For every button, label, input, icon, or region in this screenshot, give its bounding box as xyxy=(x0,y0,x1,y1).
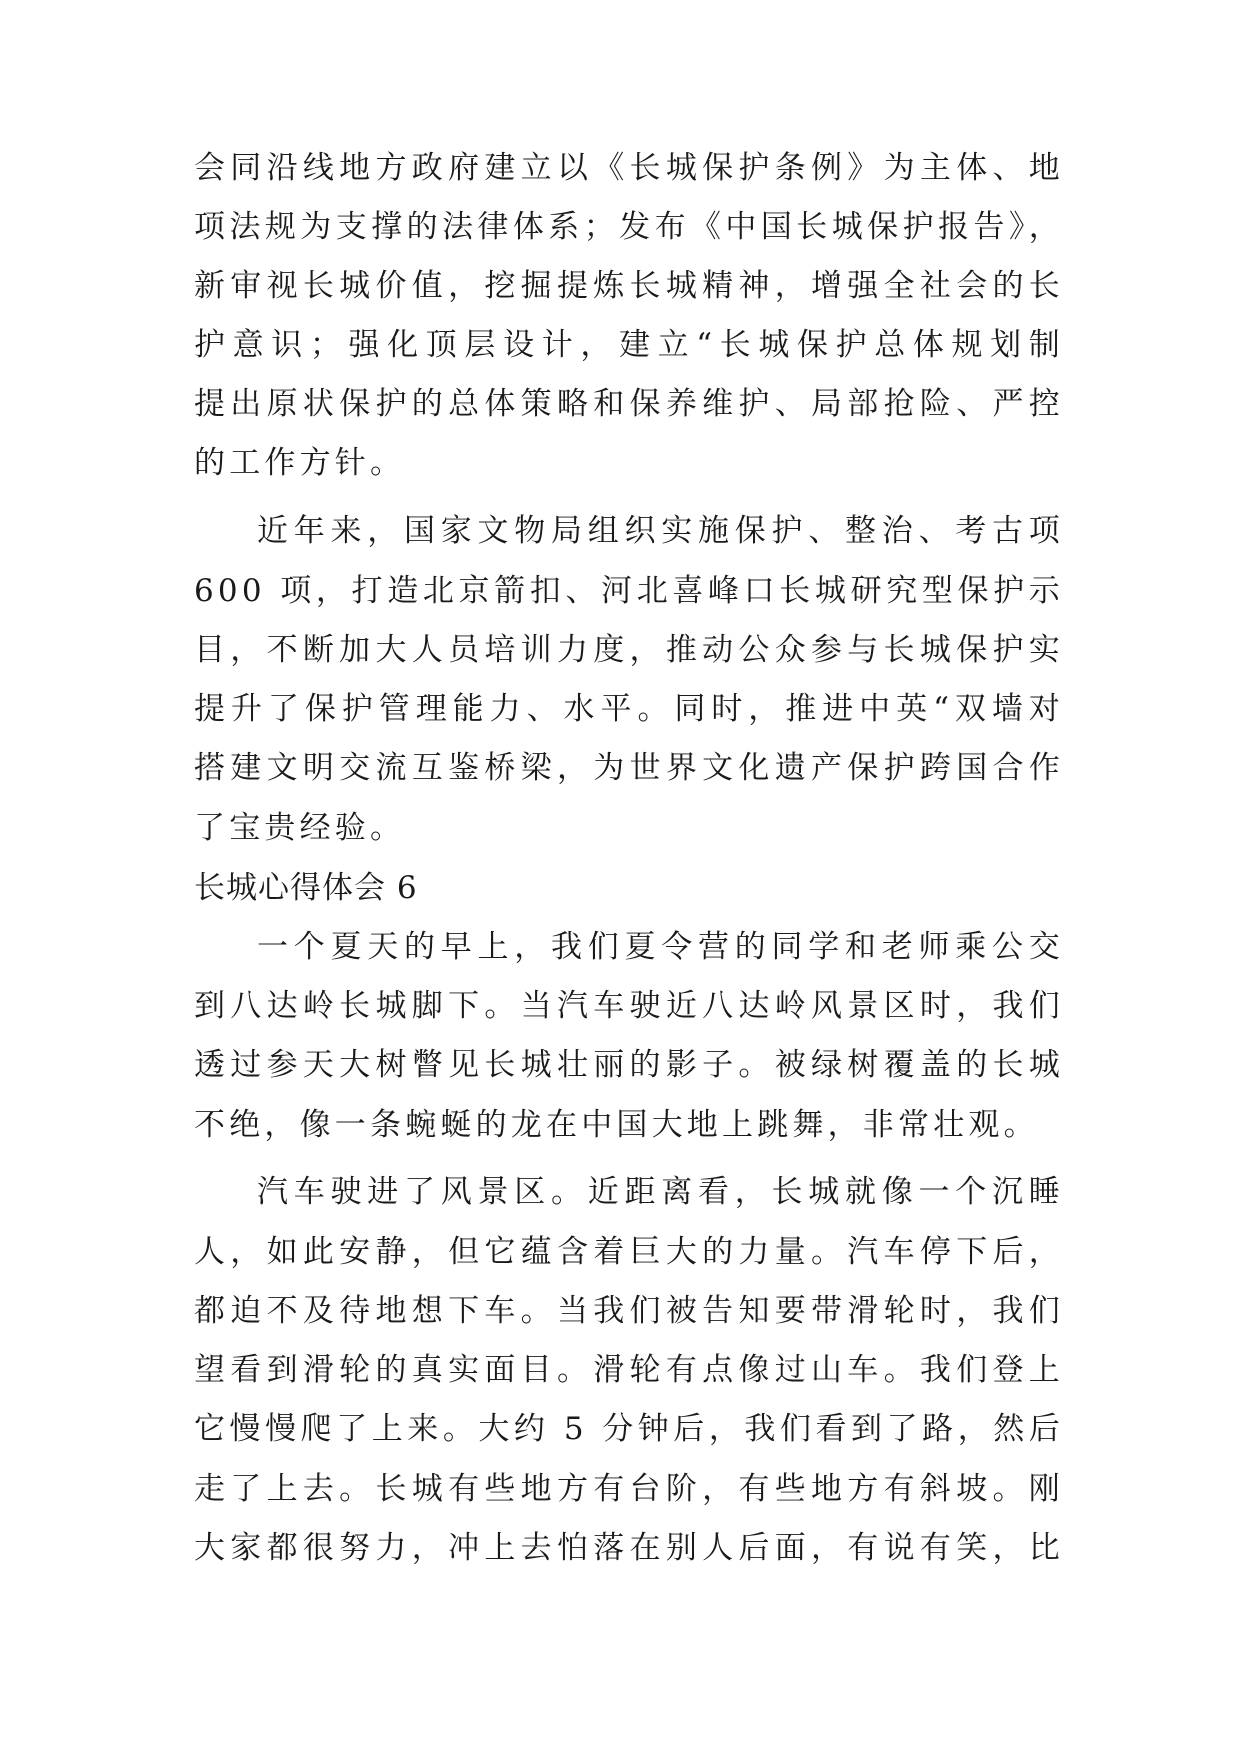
text-line: 搭建文明交流互鉴桥梁，为世界文化遗产保护跨国合作 xyxy=(194,750,1064,786)
text-line: 近年来，国家文物局组织实施保护、整治、考古项 xyxy=(257,513,1064,549)
text-line: 走了上去。长城有些地方有台阶，有些地方有斜坡。刚 xyxy=(194,1471,1064,1507)
text-line: 汽车驶进了风景区。近距离看，长城就像一个沉睡 xyxy=(257,1174,1064,1210)
text-line: 一个夏天的早上，我们夏令营的同学和老师乘公交 xyxy=(257,929,1064,965)
section-heading: 长城心得体会 6 xyxy=(194,870,418,906)
text-line: 提升了保护管理能力、水平。同时，推进中英“双墙对 xyxy=(194,691,1064,727)
text-line: 透过参天大树瞥见长城壮丽的影子。被绿树覆盖的长城 xyxy=(194,1047,1064,1083)
text-line: 新审视长城价值，挖掘提炼长城精神，增强全社会的长 xyxy=(194,268,1064,304)
text-line: 大家都很努力，冲上去怕落在别人后面，有说有笑，比 xyxy=(194,1530,1064,1566)
text-line: 都迫不及待地想下车。当我们被告知要带滑轮时，我们 xyxy=(194,1293,1064,1329)
text-line: 提出原状保护的总体策略和保养维护、局部抢险、严控 xyxy=(194,386,1064,422)
text-line: 人，如此安静，但它蕴含着巨大的力量。汽车停下后， xyxy=(194,1234,1064,1270)
text-line: 不绝，像一条蜿蜒的龙在中国大地上跳舞，非常壮观。 xyxy=(194,1107,1039,1143)
text-line: 项法规为支撑的法律体系；发布《中国长城保护报告》， xyxy=(194,209,1064,245)
text-line: 目，不断加大人员培训力度，推动公众参与长城保护实 xyxy=(194,632,1064,668)
text-line: 护意识；强化顶层设计，建立“长城保护总体规划制 xyxy=(194,327,1064,363)
text-line: 到八达岭长城脚下。当汽车驶近八达岭风景区时，我们 xyxy=(194,988,1064,1024)
text-line: 望看到滑轮的真实面目。滑轮有点像过山车。我们登上 xyxy=(194,1352,1064,1388)
text-line: 了宝贵经验。 xyxy=(194,810,406,846)
text-line: 的工作方针。 xyxy=(194,445,406,481)
text-line: 600 项，打造北京箭扣、河北喜峰口长城研究型保护示 xyxy=(194,573,1064,609)
text-line: 会同沿线地方政府建立以《长城保护条例》为主体、地 xyxy=(194,150,1064,186)
text-line: 它慢慢爬了上来。大约 5 分钟后，我们看到了路，然后 xyxy=(194,1411,1064,1447)
